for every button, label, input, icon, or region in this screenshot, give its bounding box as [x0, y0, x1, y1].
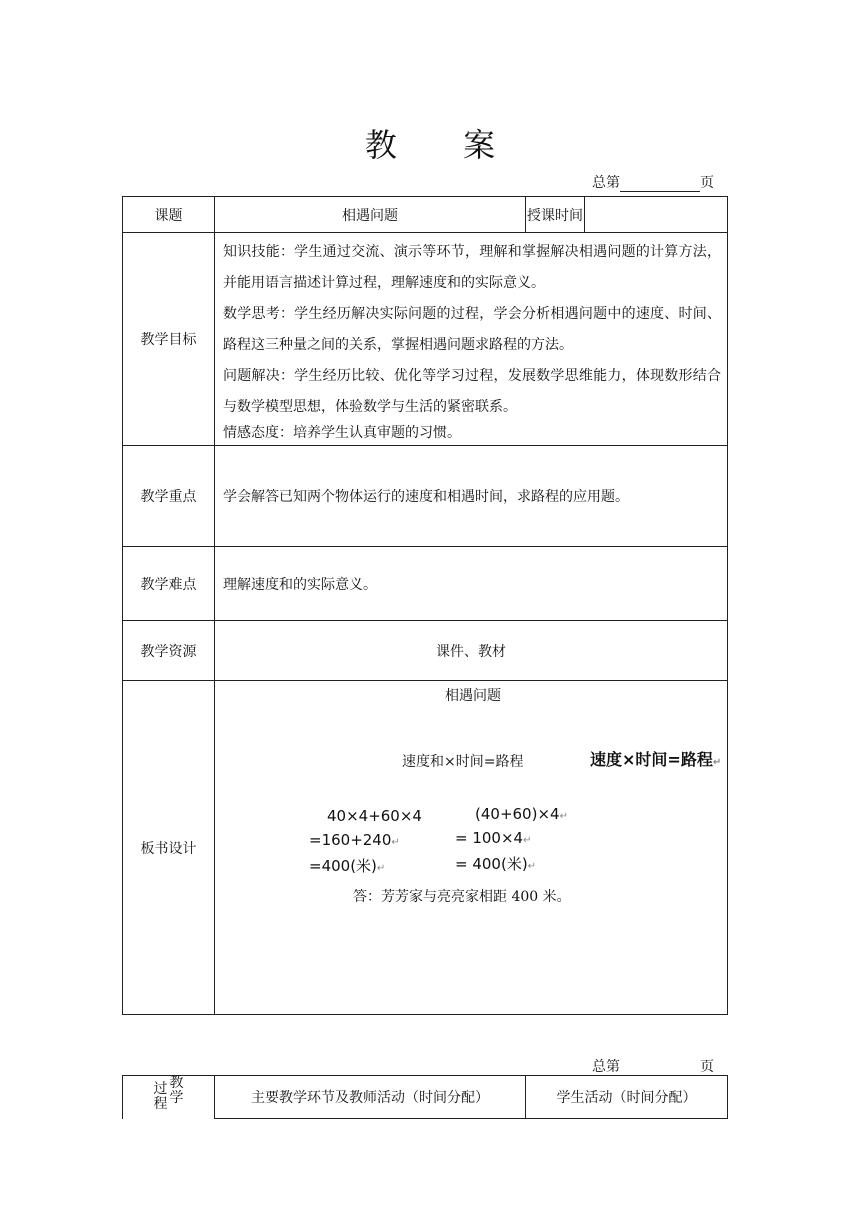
process-table: [122, 1075, 728, 1119]
topic-row: [123, 197, 728, 233]
lesson-plan-table: [122, 196, 728, 1015]
page-counter-suffix: 页: [700, 175, 714, 191]
time-label: 授课时间: [526, 197, 585, 233]
resources-value: 课件、教材: [215, 621, 728, 681]
board-formula-speed: 速度×时间=路程↵: [590, 750, 722, 769]
key-point-label: 教学重点: [123, 446, 215, 547]
difficulty-row: [123, 547, 728, 621]
process-header-row: [123, 1076, 728, 1119]
calc-a-line-1: 40×4+60×4: [327, 807, 422, 825]
document-title: 教 案: [364, 126, 524, 164]
key-point-value: 学会解答已知两个物体运行的速度和相遇时间，求路程的应用题。: [215, 446, 728, 547]
resources-row: [123, 621, 728, 681]
goals-content: [215, 233, 728, 446]
process-label: 过 程教 学: [123, 1076, 215, 1119]
page-counter: [592, 172, 714, 192]
page-counter-suffix: 页: [700, 1059, 714, 1075]
difficulty-value: 理解速度和的实际意义。: [215, 547, 728, 621]
board-heading: 相遇问题: [445, 688, 501, 704]
goal-problem-solving: 问题解决：学生经历比较、优化等学习过程，发展数学思维能力，体现数形结合与数学模型思想，体验数学与生活的紧密联系。: [223, 368, 721, 415]
calc-a-line-3: =400(米)↵: [309, 857, 386, 875]
goals-label: 教学目标: [123, 233, 215, 446]
page-counter-prefix: 总第: [592, 1059, 620, 1075]
calc-b-line-3: = 400(米)↵: [455, 855, 537, 873]
board-formula-speed-sum: 速度和×时间=路程: [402, 754, 524, 770]
topic-label: 课题: [123, 197, 215, 233]
goal-thinking: 数学思考：学生经历解决实际问题的过程，学会分析相遇问题中的速度、时间、路程这三种量之间的关系，掌握相遇问题求路程的方法。: [223, 306, 721, 353]
goals-row: [123, 233, 728, 446]
board-label: 板书设计: [123, 681, 215, 1015]
topic-value: 相遇问题: [215, 197, 526, 233]
page-counter-prefix: 总第: [592, 175, 620, 191]
difficulty-label: 教学难点: [123, 547, 215, 621]
calc-b-line-2: = 100×4↵: [455, 829, 532, 847]
resources-label: 教学资源: [123, 621, 215, 681]
page-counter-2: [592, 1056, 714, 1076]
calc-b-line-1: (40+60)×4↵: [475, 805, 568, 823]
key-point-row: [123, 446, 728, 547]
student-activity-header: 学生活动（时间分配）: [526, 1076, 728, 1119]
board-answer: 答：芳芳家与亮亮家相距 400 米。: [353, 889, 571, 905]
page-number-blank[interactable]: [620, 177, 700, 192]
time-value[interactable]: [585, 197, 728, 233]
board-design: [215, 681, 728, 1015]
calc-a-line-2: =160+240↵: [309, 831, 400, 849]
goal-attitude: 情感态度：培养学生认真审题的习惯。: [223, 425, 461, 441]
teacher-activity-header: 主要教学环节及教师活动（时间分配）: [215, 1076, 526, 1119]
board-row: [123, 681, 728, 1015]
goal-knowledge: 知识技能：学生通过交流、演示等环节，理解和掌握解决相遇问题的计算方法，并能用语言描述计算过程，理解速度和的实际意义。: [223, 244, 721, 291]
